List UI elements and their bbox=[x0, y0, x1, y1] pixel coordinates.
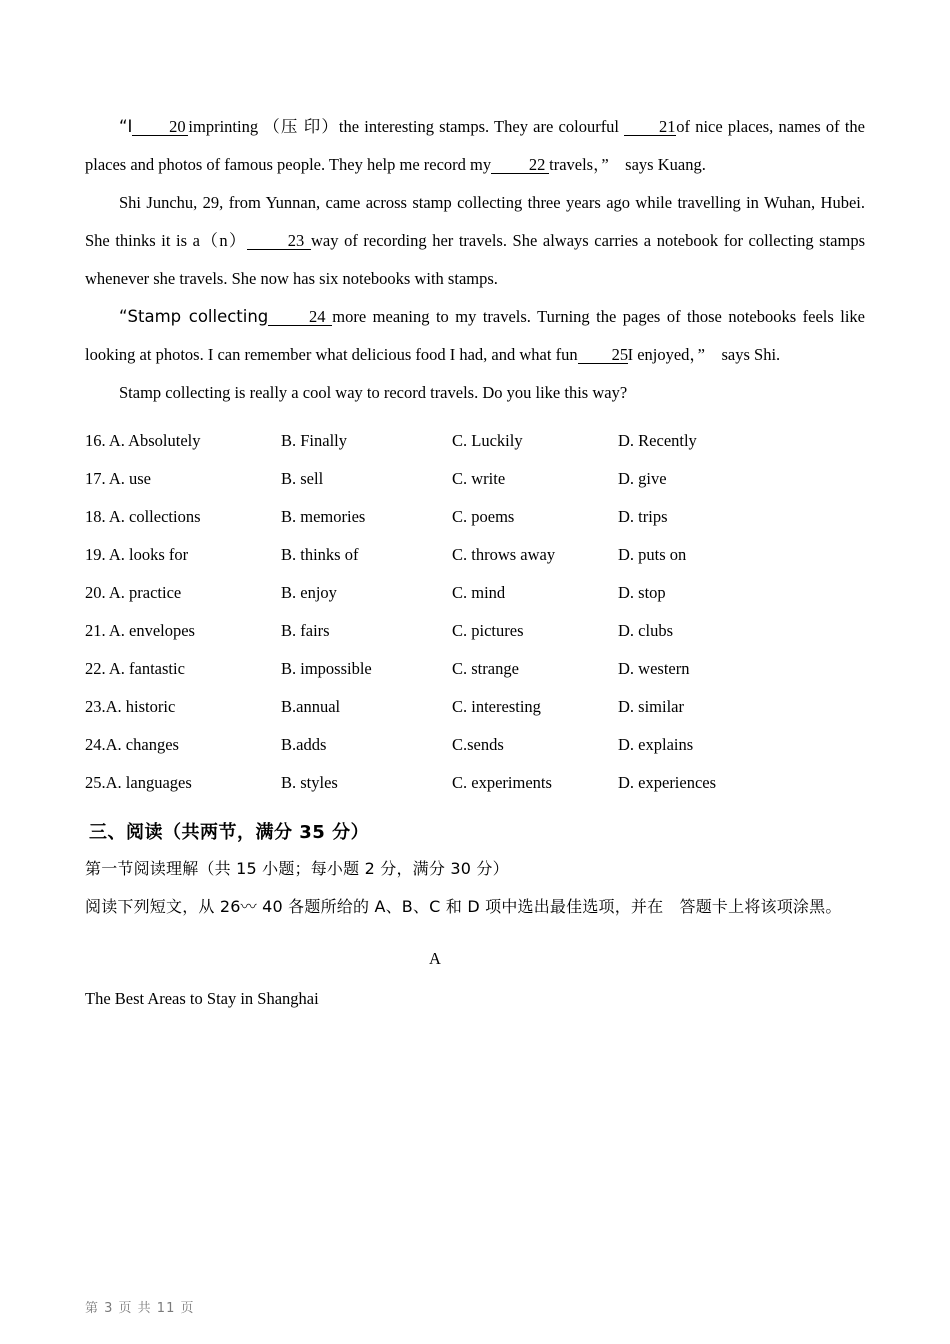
page-footer: 第 3 页 共 11 页 bbox=[85, 1301, 195, 1316]
paragraph-1-segment-1: “I bbox=[119, 117, 133, 136]
section-heading-three: 三、阅读（共两节，满分 35 分） bbox=[89, 822, 370, 843]
option-23-c[interactable]: C. interesting bbox=[452, 697, 541, 716]
option-16-a[interactable]: 16. A. Absolutely bbox=[85, 431, 201, 450]
option-row-16 bbox=[85, 422, 865, 460]
cloze-blank-20: 20 bbox=[132, 118, 188, 136]
option-row-24 bbox=[85, 726, 865, 764]
option-row-22 bbox=[85, 650, 865, 688]
page-content bbox=[85, 108, 865, 1018]
option-20-b[interactable]: B. enjoy bbox=[281, 583, 337, 602]
option-18-d[interactable]: D. trips bbox=[618, 507, 668, 526]
option-16-d[interactable]: D. Recently bbox=[618, 431, 697, 450]
option-21-d[interactable]: D. clubs bbox=[618, 621, 673, 640]
option-20-d[interactable]: D. stop bbox=[618, 583, 666, 602]
option-24-b[interactable]: B.adds bbox=[281, 735, 327, 754]
reading-instruction: 阅读下列短文，从 26〰 40 各题所给的 A、B、C 和 D 项中选出最佳选项，并在 答题卡上将该项涂黑。 bbox=[85, 897, 842, 916]
option-row-25 bbox=[85, 764, 865, 802]
option-24-d[interactable]: D. explains bbox=[618, 735, 694, 754]
option-21-a[interactable]: 21. A. envelopes bbox=[85, 621, 195, 640]
cloze-blank-23: 23 bbox=[247, 232, 311, 250]
paragraph-2-segment-1: Shi Junchu, 29, from Yunnan, came across stamp collecting three years ago while travelling in Wuhan, Hubei. She thinks it is a（n） bbox=[85, 193, 865, 250]
section-part-one-title: 第一节阅读理解（共 15 小题；每小题 2 分，满分 30 分） bbox=[85, 859, 509, 878]
cloze-blank-25: 25 bbox=[578, 346, 628, 364]
paragraph-1-segment-3: of nice places, names of the places and photos of famous people. They help me record my bbox=[85, 117, 865, 174]
option-22-c[interactable]: C. strange bbox=[452, 659, 519, 678]
passage-paragraph-2 bbox=[85, 184, 865, 298]
option-19-b[interactable]: B. thinks of bbox=[281, 545, 359, 564]
option-22-a[interactable]: 22. A. fantastic bbox=[85, 659, 185, 678]
option-25-c[interactable]: C. experiments bbox=[452, 773, 552, 792]
passage-paragraph-4: Stamp collecting is really a cool way to record travels. Do you like this way? bbox=[119, 383, 628, 402]
option-25-a[interactable]: 25.A. languages bbox=[85, 773, 192, 792]
paragraph-3-segment-3: I enjoyed，” says Shi. bbox=[627, 345, 781, 364]
paragraph-3-segment-1: “Stamp collecting bbox=[119, 307, 269, 326]
passage-paragraph-3 bbox=[85, 298, 865, 374]
option-24-a[interactable]: 24.A. changes bbox=[85, 735, 179, 754]
cloze-blank-24: 24 bbox=[268, 308, 332, 326]
option-row-23 bbox=[85, 688, 865, 726]
option-17-d[interactable]: D. give bbox=[618, 469, 667, 488]
option-17-a[interactable]: 17. A. use bbox=[85, 469, 151, 488]
option-17-b[interactable]: B. sell bbox=[281, 469, 324, 488]
option-row-20 bbox=[85, 574, 865, 612]
option-18-b[interactable]: B. memories bbox=[281, 507, 366, 526]
option-16-c[interactable]: C. Luckily bbox=[452, 431, 523, 450]
cloze-blank-21: 21 bbox=[624, 118, 676, 136]
option-24-c[interactable]: C.sends bbox=[452, 735, 504, 754]
option-row-21 bbox=[85, 612, 865, 650]
paragraph-2-segment-2: way of recording her travels. She always carries a notebook for collecting stamps whenever she travels. She now has six notebooks with stamps. bbox=[85, 231, 865, 288]
passage-title: The Best Areas to Stay in Shanghai bbox=[85, 989, 319, 1008]
cloze-blank-22: 22 bbox=[491, 156, 549, 174]
option-19-a[interactable]: 19. A. looks for bbox=[85, 545, 189, 564]
paragraph-1-segment-2: imprinting （压 印）the interesting stamps. They are colourful bbox=[188, 117, 625, 136]
passage-letter-a: A bbox=[429, 949, 441, 968]
cloze-options-list bbox=[85, 422, 865, 802]
option-18-a[interactable]: 18. A. collections bbox=[85, 507, 201, 526]
option-23-a[interactable]: 23.A. historic bbox=[85, 697, 176, 716]
option-22-d[interactable]: D. western bbox=[618, 659, 690, 678]
option-20-c[interactable]: C. mind bbox=[452, 583, 506, 602]
option-19-d[interactable]: D. puts on bbox=[618, 545, 687, 564]
option-17-c[interactable]: C. write bbox=[452, 469, 506, 488]
paragraph-1-segment-4: travels，” says Kuang. bbox=[549, 155, 706, 174]
option-23-b[interactable]: B.annual bbox=[281, 697, 341, 716]
option-20-a[interactable]: 20. A. practice bbox=[85, 583, 182, 602]
option-23-d[interactable]: D. similar bbox=[618, 697, 684, 716]
option-row-17 bbox=[85, 460, 865, 498]
paragraph-3-segment-2: more meaning to my travels. Turning the pages of those notebooks feels like looking at photos. I can remember what delicious food I had, and what fun bbox=[85, 307, 866, 364]
option-19-c[interactable]: C. throws away bbox=[452, 545, 556, 564]
option-16-b[interactable]: B. Finally bbox=[281, 431, 348, 450]
option-25-b[interactable]: B. styles bbox=[281, 773, 338, 792]
option-21-c[interactable]: C. pictures bbox=[452, 621, 524, 640]
option-22-b[interactable]: B. impossible bbox=[281, 659, 372, 678]
passage-paragraph-1 bbox=[85, 108, 865, 184]
option-25-d[interactable]: D. experiences bbox=[618, 773, 717, 792]
option-row-18 bbox=[85, 498, 865, 536]
option-18-c[interactable]: C. poems bbox=[452, 507, 515, 526]
option-row-19 bbox=[85, 536, 865, 574]
option-21-b[interactable]: B. fairs bbox=[281, 621, 330, 640]
